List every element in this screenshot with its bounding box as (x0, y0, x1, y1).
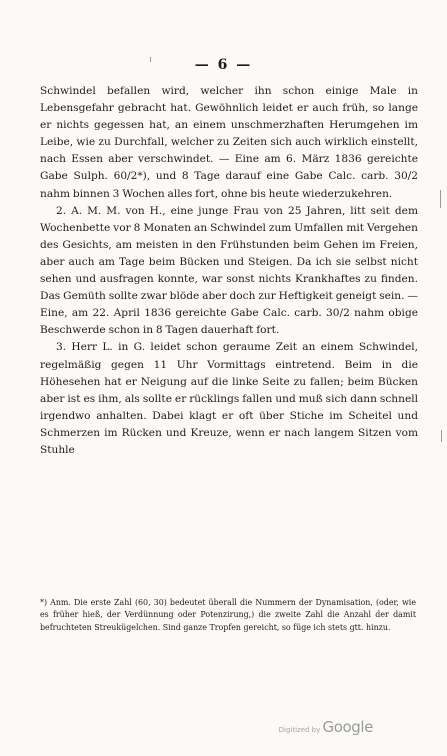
digitization-watermark (279, 718, 373, 736)
paragraph: Schwindel befallen wird, welcher ihn schon einige Male in Lebensgefahr gebracht hat. Gewöhnlich leidet er auch früh, so lange er nichts gegessen hat, an einem unschmerzhaften Herumgehen im Leibe, wie zu Durchfall, welcher zu Zeiten sich auch wirklich einstellt, nach Essen aber verschwindet. — Eine am 6. März 1836 gereichte Gabe Sulph. 60/2*), und 8 Tage darauf eine Gabe Calc. carb. 30/2 nahm binnen 3 Wochen alles fort, ohne bis heute wiederzukehren. (40, 85, 418, 200)
paragraph: 3. Herr L. in G. leidet schon geraume Zeit an einem Schwindel, regelmäßig gegen 11 Uhr Vormittags eintretend. Beim in die Höhesehen hat er Neigung auf die linke Seite zu fallen; beim Bücken aber ist es ihm, als sollte er rücklings fallen und muß sich dann schnell irgendwo anhalten. Dabei klagt er oft über Stiche im Scheitel und Schmerzen im Rücken und Kreuze, wenn er nach langem Sitzen vom Stuhle (40, 341, 418, 456)
scan-edge-mark (440, 190, 441, 208)
footnote: *) Anm. Die erste Zahl (60, 30) bedeutet überall die Nummern der Dynamisation, (oder, wie es früher hieß, der Verdünnung oder Potenzirung,) die zweite Zahl die Anzahl der damit befruchteten Streukügelchen. Sind ganze Tropfen gereicht, so füge ich stets gtt. hinzu. (40, 598, 416, 632)
watermark-logo: Google (322, 718, 373, 736)
scan-edge-mark (441, 430, 442, 442)
page-number: — 6 — (194, 57, 253, 73)
watermark-prefix: Digitized by (278, 726, 321, 734)
main-text (40, 83, 418, 459)
paragraph: 2. A. M. M. von H., eine junge Frau von 25 Jahren, litt seit dem Wochenbette vor 8 Monaten an Schwindel zum Umfallen mit Vergehen des Gesichts, am meisten in den Frühstunden beim Gehen im Freien, aber auch am Tage beim Bücken und Steigen. Da ich sie selbst nicht sehen und ausfragen konnte, war sonst nichts Krankhaftes zu finden. Das Gemüth sollte zwar blöde aber doch zur Heftigkeit geneigt sein. — Eine, am 22. April 1836 gereichte Gabe Calc. carb. 30/2 nahm obige Beschwerde schon in 8 Tagen dauerhaft fort. (40, 204, 418, 337)
